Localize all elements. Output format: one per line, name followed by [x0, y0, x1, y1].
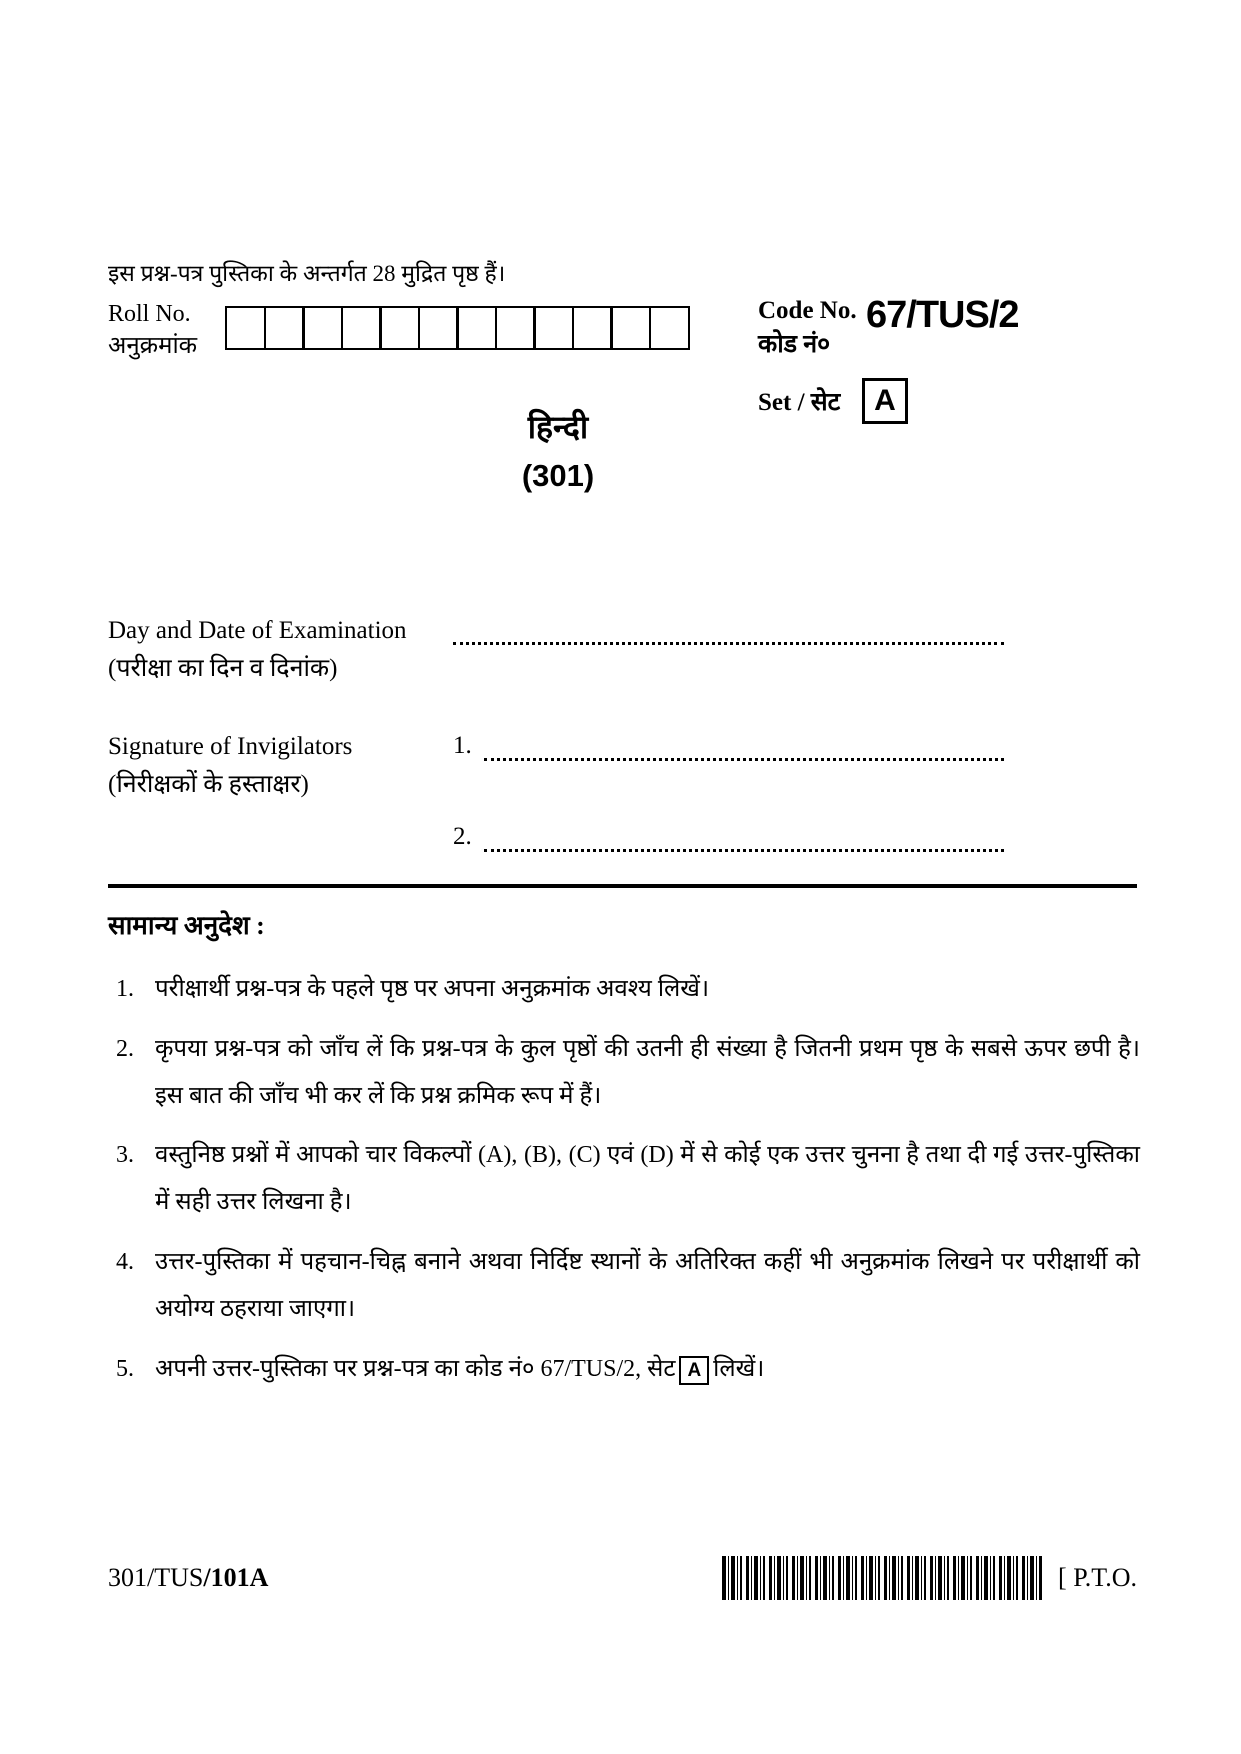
- code-no-labels: [758, 294, 866, 362]
- signature-line1-number: 1.: [453, 732, 472, 759]
- roll-no-box: [649, 306, 690, 350]
- instruction5-text-after: लिखें।: [713, 1355, 765, 1382]
- roll-no-label-en: Roll No.: [108, 301, 191, 327]
- instruction5-text-before: अपनी उत्तर-पुस्तिका पर प्रश्न-पत्र का कोड नं० 67/TUS/2, सेट: [155, 1355, 676, 1382]
- instruction-text: वस्तुनिष्ठ प्रश्नों में आपको चार विकल्पों (A), (B), (C) एवं (D) में से कोई एक उत्तर चुनना है तथा दी गई उत्तर-पुस्तिका में सही उत्तर लिखना है।: [155, 1142, 1140, 1216]
- signature-blank-line-1: [484, 728, 1004, 761]
- roll-no-box: [264, 306, 305, 350]
- subject-title: हिन्दी: [527, 409, 589, 445]
- roll-no-label-hi: अनुक्रमांक: [108, 333, 198, 360]
- exam-date-label-hi: (परीक्षा का दिन व दिनांक): [108, 654, 338, 682]
- roll-no-box: [610, 306, 651, 350]
- instruction-number: 4.: [116, 1248, 134, 1275]
- code-no-label-en: Code No.: [758, 297, 857, 324]
- instruction-number: 5.: [116, 1355, 134, 1382]
- instruction-text: [155, 1346, 1140, 1393]
- code-no-label-hi: कोड नं०: [758, 330, 831, 358]
- roll-no-box: [572, 306, 613, 350]
- instruction-item: [108, 966, 1140, 1013]
- instructions-list: [108, 966, 1140, 1405]
- exam-date-field: [108, 612, 1004, 687]
- roll-no-box: [495, 306, 536, 350]
- roll-no-box: [456, 306, 497, 350]
- instruction-number: 1.: [116, 976, 134, 1002]
- exam-date-label-en: Day and Date of Examination: [108, 617, 407, 644]
- instruction-item: [108, 1132, 1140, 1226]
- invigilator-signature-field: [108, 728, 1004, 852]
- roll-no-box: [533, 306, 574, 350]
- instruction-number: 2.: [116, 1035, 134, 1062]
- roll-no-boxes: [225, 306, 690, 350]
- roll-no-box: [379, 306, 420, 350]
- instruction-text: परीक्षार्थी प्रश्न-पत्र के पहले पृष्ठ पर अपना अनुक्रमांक अवश्य लिखें।: [155, 976, 710, 1002]
- instruction-item: [108, 1026, 1140, 1120]
- paper-title: [108, 405, 1008, 494]
- signature-labels: [108, 728, 453, 852]
- roll-no-section: [108, 298, 690, 363]
- roll-no-box: [341, 306, 382, 350]
- subject-code: (301): [521, 458, 595, 493]
- exam-date-blank-line: [453, 612, 1004, 645]
- instruction-item: [108, 1239, 1140, 1333]
- roll-no-labels: [108, 298, 225, 363]
- signature-blank-line-2: [484, 819, 1004, 852]
- instruction5-set-box: A: [679, 1356, 709, 1386]
- signature-line2-number: 2.: [453, 823, 472, 850]
- signature-label-hi: (निरीक्षकों के हस्ताक्षर): [108, 770, 309, 798]
- roll-no-box: [418, 306, 459, 350]
- instruction-item: [108, 1346, 1140, 1393]
- roll-no-box: [225, 306, 266, 350]
- instruction-text: कृपया प्रश्न-पत्र को जाँच लें कि प्रश्न-पत्र के कुल पृष्ठों की उतनी ही संख्या है जितनी प्रथम पृष्ठ के सबसे ऊपर छपी है। इस बात की जाँच भी कर लें कि प्रश्न क्रमिक रूप में हैं।: [155, 1035, 1140, 1109]
- pto-label: [ P.T.O.: [1058, 1563, 1137, 1592]
- set-label: Set / सेट: [758, 388, 841, 416]
- instruction-number: 3.: [116, 1142, 134, 1169]
- printed-pages-note: इस प्रश्न-पत्र पुस्तिका के अन्तर्गत 28 मुद्रित पृष्ठ हैं।: [108, 261, 506, 286]
- barcode: [722, 1556, 1042, 1600]
- horizontal-rule: [108, 884, 1137, 888]
- signature-label-en: Signature of Invigilators: [108, 733, 353, 760]
- roll-no-box: [302, 306, 343, 350]
- instruction-text: उत्तर-पुस्तिका में पहचान-चिह्न बनाने अथवा निर्दिष्ट स्थानों के अतिरिक्त कहीं भी अनुक्रमांक लिखने पर परीक्षार्थी को अयोग्य ठहराया जाएगा।: [155, 1248, 1140, 1322]
- exam-date-labels: [108, 612, 453, 687]
- set-value-box: A: [862, 378, 908, 424]
- code-no-value: 67/TUS/2: [866, 294, 1019, 336]
- paper-code: 301/TUS/101A: [108, 1563, 269, 1592]
- instructions-heading: सामान्य अनुदेश :: [108, 911, 265, 940]
- page-footer: [108, 1556, 1137, 1600]
